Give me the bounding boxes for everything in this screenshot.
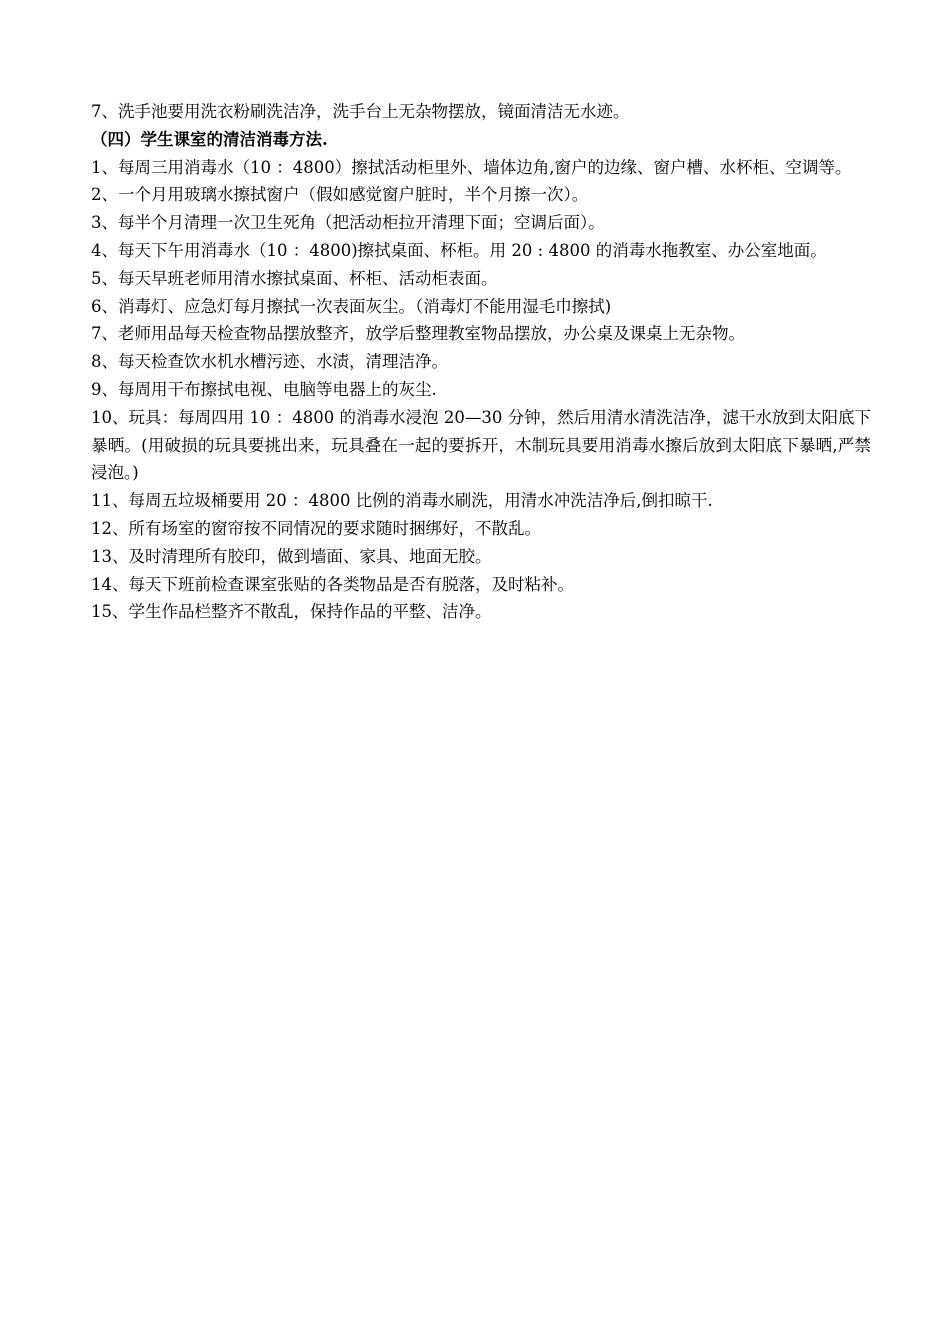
- list-item-13: 13、及时清理所有胶印，做到墙面、家具、地面无胶。: [91, 546, 492, 566]
- list-item-1: 1、每周三用消毒水（10 ：4800）擦拭活动柜里外、墙体边角,窗户的边缘、窗户槽、水杯柜、空调等。: [91, 157, 852, 177]
- list-item-7: 7、老师用品每天检查物品摆放整齐，放学后整理教室物品摆放，办公桌及课桌上无杂物。: [91, 324, 745, 344]
- list-item-2: 2、一个月用玻璃水擦拭窗户（假如感觉窗户脏时，半个月擦一次）。: [91, 185, 589, 205]
- list-item-6: 6、消毒灯、应急灯每月擦拭一次表面灰尘。（消毒灯不能用湿毛巾擦拭): [91, 296, 612, 316]
- list-item-15: 15、学生作品栏整齐不散乱，保持作品的平整、洁净。: [91, 602, 492, 622]
- list-item-12: 12、所有场室的窗帘按不同情况的要求随时捆绑好，不散乱。: [91, 518, 541, 538]
- list-item-11: 11、每周五垃圾桶要用 20 ：4800 比例的消毒水刷洗，用清水冲洗洁净后,倒扣晾干.: [91, 491, 713, 511]
- section-heading: （四）学生课室的清洁消毒方法.: [91, 129, 328, 149]
- list-item-10: 10、玩具：每周四用 10 ：4800 的消毒水浸泡 20—30 分钟，然后用清水清洗洁净，滤干水放到太阳底下暴晒。(用破损的玩具要挑出来，玩具叠在一起的要拆开，木制玩具要用消毒水擦后放到太阳底下暴晒,严禁浸泡。): [91, 407, 871, 483]
- list-item-8: 8、每天检查饮水机水槽污迹、水渍，清理洁净。: [91, 352, 448, 372]
- intro-item: 7、洗手池要用洗衣粉刷洗洁净，洗手台上无杂物摆放，镜面清洁无水迹。: [91, 102, 630, 121]
- list-item-5: 5、每天早班老师用清水擦拭桌面、杯柜、活动柜表面。: [91, 268, 498, 288]
- document-body: [91, 98, 871, 626]
- list-item-9: 9、每周用干布擦拭电视、电脑等电器上的灰尘.: [91, 379, 437, 399]
- list-item-3: 3、每半个月清理一次卫生死角（把活动柜拉开清理下面；空调后面）。: [91, 213, 605, 233]
- list-item-4: 4、每天下午用消毒水（10 ：4800)擦拭桌面、杯柜。用 20 : 4800 的消毒水拖教室、办公室地面。: [91, 240, 827, 260]
- list-item-14: 14、每天下班前检查课室张贴的各类物品是否有脱落，及时粘补。: [91, 574, 574, 594]
